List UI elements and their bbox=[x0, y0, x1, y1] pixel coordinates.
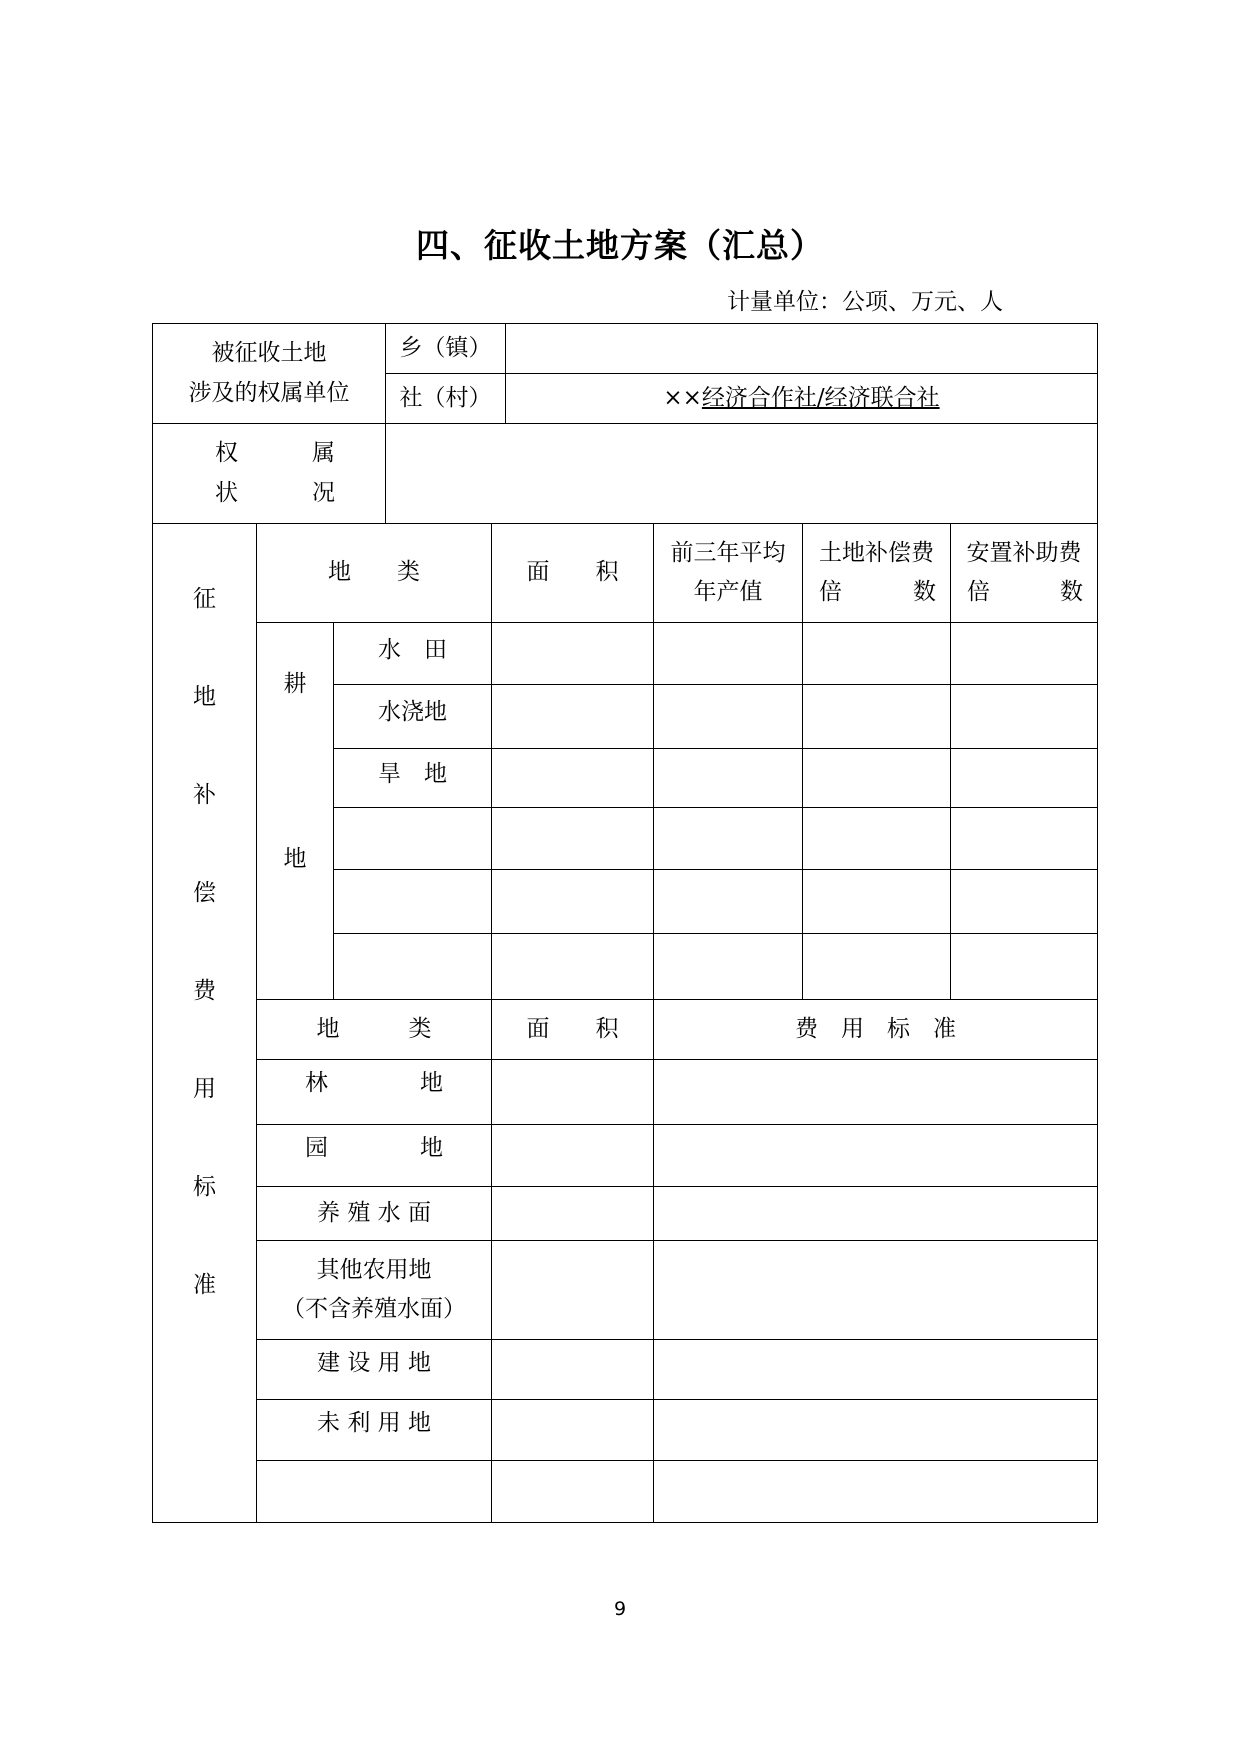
other-area-cell[interactable] bbox=[492, 1060, 654, 1125]
ownership-char-2: 属 bbox=[312, 440, 335, 467]
other-area-cell[interactable] bbox=[492, 1241, 654, 1340]
other-land-type-line1: 其他农用地 bbox=[316, 1256, 432, 1283]
other-area-cell[interactable] bbox=[492, 1400, 654, 1461]
other-area-cell[interactable] bbox=[492, 1187, 654, 1241]
col-comp-line1: 土地补偿费 bbox=[819, 539, 934, 566]
resettlement-multiple-cell[interactable] bbox=[951, 808, 1098, 870]
col-avg-line1: 前三年平均 bbox=[670, 539, 786, 566]
col-avg-output bbox=[654, 524, 803, 623]
other-land-type-line1: 园 地 bbox=[305, 1135, 443, 1161]
group-char-2: 地 bbox=[283, 846, 307, 873]
fee-standard-cell[interactable] bbox=[654, 1340, 1098, 1400]
other-land-type-cell bbox=[257, 1400, 492, 1461]
area-cell[interactable] bbox=[492, 870, 654, 934]
area-cell[interactable] bbox=[492, 808, 654, 870]
col-land-compensation bbox=[803, 524, 951, 623]
other-area-cell[interactable] bbox=[492, 1461, 654, 1523]
col-resettle-right: 数 bbox=[1060, 579, 1083, 605]
compensation-multiple-cell[interactable] bbox=[803, 808, 951, 870]
resettlement-multiple-cell[interactable] bbox=[951, 870, 1098, 934]
cultivated-group-label bbox=[257, 623, 334, 1000]
compensation-multiple-cell[interactable] bbox=[803, 623, 951, 685]
fee-standard-cell[interactable] bbox=[654, 1400, 1098, 1461]
resettlement-multiple-cell[interactable] bbox=[951, 934, 1098, 1000]
section-char: 标 bbox=[193, 1174, 216, 1200]
col-other-area: 面 积 bbox=[492, 1000, 654, 1060]
col-resettle-line2 bbox=[951, 573, 1097, 612]
avg-output-cell[interactable] bbox=[654, 685, 803, 749]
section-char: 补 bbox=[193, 782, 216, 808]
compensation-multiple-cell[interactable] bbox=[803, 870, 951, 934]
col-other-land-type: 地 类 bbox=[257, 1000, 492, 1060]
fee-standard-cell[interactable] bbox=[654, 1241, 1098, 1340]
other-area-cell[interactable] bbox=[492, 1340, 654, 1400]
ownership-status-field[interactable] bbox=[386, 424, 1098, 524]
col-resettlement bbox=[951, 524, 1098, 623]
land-acquisition-table bbox=[152, 323, 1098, 1523]
ownership-line1 bbox=[153, 434, 385, 473]
col-avg-line2: 年产值 bbox=[693, 579, 763, 605]
other-area-cell[interactable] bbox=[492, 1125, 654, 1187]
section-char: 准 bbox=[193, 1272, 216, 1298]
avg-output-cell[interactable] bbox=[654, 870, 803, 934]
other-land-type-line1: 林 地 bbox=[305, 1070, 443, 1096]
page-title: 四、征收土地方案（汇总） bbox=[416, 226, 824, 265]
owner-unit-line2: 涉及的权属单位 bbox=[188, 379, 350, 406]
fee-standard-cell[interactable] bbox=[654, 1461, 1098, 1523]
village-prefix: ×× bbox=[663, 384, 702, 411]
ownership-char-1: 权 bbox=[215, 440, 238, 467]
col-comp-left: 倍 bbox=[819, 579, 842, 605]
area-cell[interactable] bbox=[492, 749, 654, 808]
fee-standard-cell[interactable] bbox=[654, 1125, 1098, 1187]
other-land-type-cell bbox=[257, 1241, 492, 1340]
land-type-cell: 水 田 bbox=[334, 623, 492, 685]
resettlement-multiple-cell[interactable] bbox=[951, 685, 1098, 749]
page-number: 9 bbox=[613, 1598, 627, 1620]
measurement-unit: 计量单位：公项、万元、人 bbox=[727, 289, 1003, 315]
other-land-type-cell bbox=[257, 1187, 492, 1241]
land-type-cell[interactable] bbox=[334, 870, 492, 934]
other-land-type-cell bbox=[257, 1060, 492, 1125]
compensation-multiple-cell[interactable] bbox=[803, 934, 951, 1000]
resettlement-multiple-cell[interactable] bbox=[951, 623, 1098, 685]
section-char: 用 bbox=[193, 1076, 216, 1102]
resettlement-multiple-cell[interactable] bbox=[951, 749, 1098, 808]
area-cell[interactable] bbox=[492, 685, 654, 749]
col-area: 面 积 bbox=[492, 524, 654, 623]
township-label: 乡（镇） bbox=[386, 324, 506, 374]
group-char-1: 耕 bbox=[283, 671, 307, 697]
col-comp-line2 bbox=[803, 573, 950, 612]
area-cell[interactable] bbox=[492, 623, 654, 685]
section-char: 地 bbox=[193, 684, 216, 710]
land-type-cell: 旱 地 bbox=[334, 749, 492, 808]
compensation-multiple-cell[interactable] bbox=[803, 749, 951, 808]
col-comp-right: 数 bbox=[913, 579, 936, 605]
avg-output-cell[interactable] bbox=[654, 623, 803, 685]
other-land-type-line1: 未 利 用 地 bbox=[317, 1410, 431, 1436]
col-fee-standard: 费 用 标 准 bbox=[654, 1000, 1098, 1060]
township-field[interactable] bbox=[506, 324, 1098, 374]
avg-output-cell[interactable] bbox=[654, 934, 803, 1000]
land-type-cell[interactable] bbox=[334, 808, 492, 870]
col-resettle-line1: 安置补助费 bbox=[966, 539, 1082, 566]
fee-standard-cell[interactable] bbox=[654, 1187, 1098, 1241]
other-land-type-line1: 建 设 用 地 bbox=[317, 1350, 431, 1376]
other-land-type-cell bbox=[257, 1125, 492, 1187]
fee-standard-cell[interactable] bbox=[654, 1060, 1098, 1125]
ownership-char-3: 状 bbox=[215, 479, 238, 506]
village-value: 经济合作社/经济联合社 bbox=[701, 384, 940, 411]
ownership-line2 bbox=[153, 474, 385, 513]
area-cell[interactable] bbox=[492, 934, 654, 1000]
village-field[interactable] bbox=[506, 374, 1098, 424]
ownership-status-label bbox=[153, 424, 386, 524]
avg-output-cell[interactable] bbox=[654, 808, 803, 870]
section-char: 征 bbox=[193, 586, 216, 612]
village-label: 社（村） bbox=[386, 374, 506, 424]
col-land-type: 地 类 bbox=[257, 524, 492, 623]
other-land-type-cell bbox=[257, 1340, 492, 1400]
section-char: 费 bbox=[193, 978, 216, 1004]
ownership-char-4: 况 bbox=[312, 479, 335, 506]
other-land-type-cell[interactable] bbox=[257, 1461, 492, 1523]
compensation-multiple-cell[interactable] bbox=[803, 685, 951, 749]
land-type-cell: 水浇地 bbox=[334, 685, 492, 749]
section-label-compensation bbox=[153, 524, 257, 1523]
other-land-type-line1: 养 殖 水 面 bbox=[317, 1199, 431, 1226]
avg-output-cell[interactable] bbox=[654, 749, 803, 808]
land-type-cell[interactable] bbox=[334, 934, 492, 1000]
other-land-type-line2: （不含养殖水面） bbox=[282, 1296, 466, 1322]
col-resettle-left: 倍 bbox=[967, 579, 990, 605]
owner-unit-line1: 被征收土地 bbox=[211, 340, 327, 367]
owner-unit-label bbox=[153, 324, 386, 424]
section-char: 偿 bbox=[193, 880, 216, 906]
